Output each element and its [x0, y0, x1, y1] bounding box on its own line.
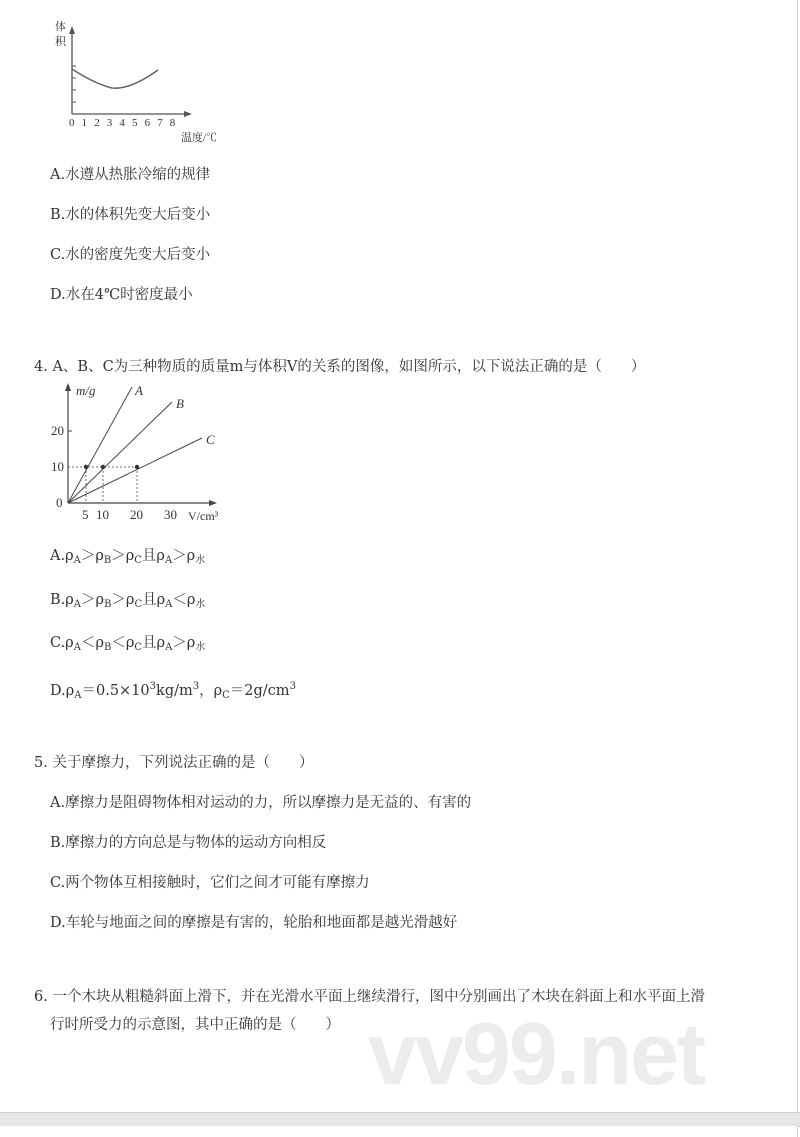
option-B [50, 833, 326, 853]
option-text-segment: B [103, 642, 112, 653]
option-text-segment: 3 [149, 681, 157, 692]
x-tick-0: 0 [69, 117, 75, 129]
option-text-segment: ＞ρ [172, 548, 196, 564]
line-label-B: B [176, 396, 184, 411]
option-text-segment: A [73, 642, 81, 653]
y-label: m/g [76, 383, 96, 398]
option-text-segment: A [165, 599, 173, 610]
x-label: V/cm³ [188, 509, 219, 523]
x-tick-5: 5 [132, 117, 138, 129]
option-text-segment: 且ρ [141, 548, 165, 564]
y-tick-10: 10 [51, 459, 64, 474]
option-C [50, 245, 210, 265]
x-label: 温度/℃ [181, 132, 218, 144]
option-text-segment: 且ρ [142, 635, 166, 651]
option-text-segment: ＞ρ [172, 635, 196, 651]
option-text-segment: ＜ρ [111, 635, 135, 651]
option-A [50, 793, 471, 813]
option-D [50, 913, 457, 933]
option-text-segment: B [103, 555, 112, 566]
x-tick-30: 30 [164, 507, 177, 522]
option-text-segment: kg/m [156, 683, 193, 699]
watermark: vv99.net [368, 1004, 705, 1103]
x-tick-7: 7 [157, 117, 163, 129]
option-B [50, 205, 210, 225]
mass-volume-graph [50, 378, 250, 526]
option-A [50, 165, 210, 185]
option-C [50, 873, 370, 893]
line-label-A: A [135, 383, 143, 398]
question-6-line-1: 6. 一个木块从粗糙斜面上滑下，并在光滑水平面上继续滑行，图中分别画出了木块在斜面上和水平面上滑 [34, 989, 705, 1005]
option-text-segment: C.ρ [50, 635, 74, 651]
x-tick-2: 2 [94, 117, 100, 129]
option-text-segment: B.水的体积先变大后变小 [50, 207, 211, 223]
line-C [68, 438, 202, 503]
x-tick-8: 8 [169, 117, 176, 129]
option-text-segment: D.水在4℃时密度最小 [50, 287, 193, 303]
x-axis-arrow [209, 500, 217, 506]
option-text-segment: A.水遵从热胀冷缩的规律 [50, 167, 211, 183]
option-text-segment: C [134, 599, 143, 610]
y-label-1: 体 [55, 21, 66, 33]
x-tick-20: 20 [130, 507, 143, 522]
x-tick-10: 10 [96, 507, 109, 522]
y-axis-arrow [69, 26, 75, 34]
option-B [50, 590, 205, 615]
option-text-segment: C.水的密度先变大后变小 [50, 247, 211, 263]
option-text-segment: ＞ρ [81, 592, 105, 608]
page-separator [0, 1112, 800, 1127]
option-text-segment: 3 [192, 681, 200, 692]
line-A [68, 387, 132, 503]
question-6-line-2: 行时所受力的示意图，其中正确的是（ ） [50, 1017, 340, 1033]
option-text-segment: ＜ρ [172, 592, 196, 608]
option-text-segment: ＝0.5×10 [81, 683, 150, 699]
option-text-segment: D.车轮与地面之间的摩擦是有害的，轮胎和地面都是越光滑越好 [50, 915, 458, 931]
x-tick-labels [69, 117, 176, 129]
x-axis-arrow [184, 111, 192, 117]
option-text-segment: 3 [289, 681, 296, 692]
option-A [50, 546, 205, 571]
option-D [50, 677, 296, 706]
option-text-segment: 水 [195, 599, 206, 610]
option-text-segment: ＞ρ [111, 592, 135, 608]
x-tick-1: 1 [81, 117, 88, 129]
option-text-segment: C.两个物体互相接触时，它们之间才可能有摩擦力 [50, 875, 370, 891]
option-text-segment: B [104, 599, 112, 610]
y-label-2: 积 [55, 36, 66, 48]
option-C [50, 633, 205, 658]
option-text-segment: ＝2g/cm [229, 683, 290, 699]
line-B [68, 402, 172, 503]
y-axis-arrow [65, 383, 71, 391]
option-text-segment: ＜ρ [80, 635, 104, 651]
option-text-segment: A [74, 690, 82, 701]
option-text-segment: A [165, 642, 173, 653]
option-text-segment: D.ρ [50, 683, 75, 699]
option-text-segment: C [222, 690, 230, 701]
y-tick-20: 20 [51, 423, 64, 438]
option-text-segment: ，ρ [199, 683, 223, 699]
volume-temperature-graph [50, 18, 230, 146]
option-text-segment: 水 [195, 555, 206, 566]
option-text-segment: A.ρ [50, 548, 74, 564]
option-text-segment: C [134, 642, 143, 653]
y-tick-0: 0 [56, 495, 63, 510]
option-text-segment: A [73, 599, 82, 610]
option-text-segment: ＞ρ [80, 548, 104, 564]
option-text-segment: A.摩擦力是阻碍物体相对运动的力，所以摩擦力是无益的、有害的 [50, 795, 472, 811]
option-D [50, 285, 193, 305]
option-text-segment: 且ρ [142, 592, 166, 608]
option-text-segment: ＞ρ [111, 548, 135, 564]
volume-curve [72, 69, 158, 88]
line-label-C: C [206, 432, 215, 447]
x-tick-3: 3 [106, 117, 113, 129]
question-5: 5. 关于摩擦力，下列说法正确的是（ ） [34, 755, 314, 771]
x-tick-6: 6 [144, 117, 151, 129]
option-text-segment: C [134, 555, 142, 566]
option-text-segment: A [164, 555, 173, 566]
option-text-segment: A [73, 555, 81, 566]
x-tick-4: 4 [119, 117, 125, 129]
question-4: 4. A、B、C为三种物质的质量m与体积V的关系的图像，如图所示，以下说法正确的是（ ） [34, 359, 646, 375]
next-page [0, 1126, 798, 1137]
option-text-segment: 水 [195, 642, 206, 653]
option-text-segment: B.ρ [50, 592, 74, 608]
x-tick-5: 5 [82, 507, 89, 522]
option-text-segment: B.摩擦力的方向总是与物体的运动方向相反 [50, 835, 327, 851]
